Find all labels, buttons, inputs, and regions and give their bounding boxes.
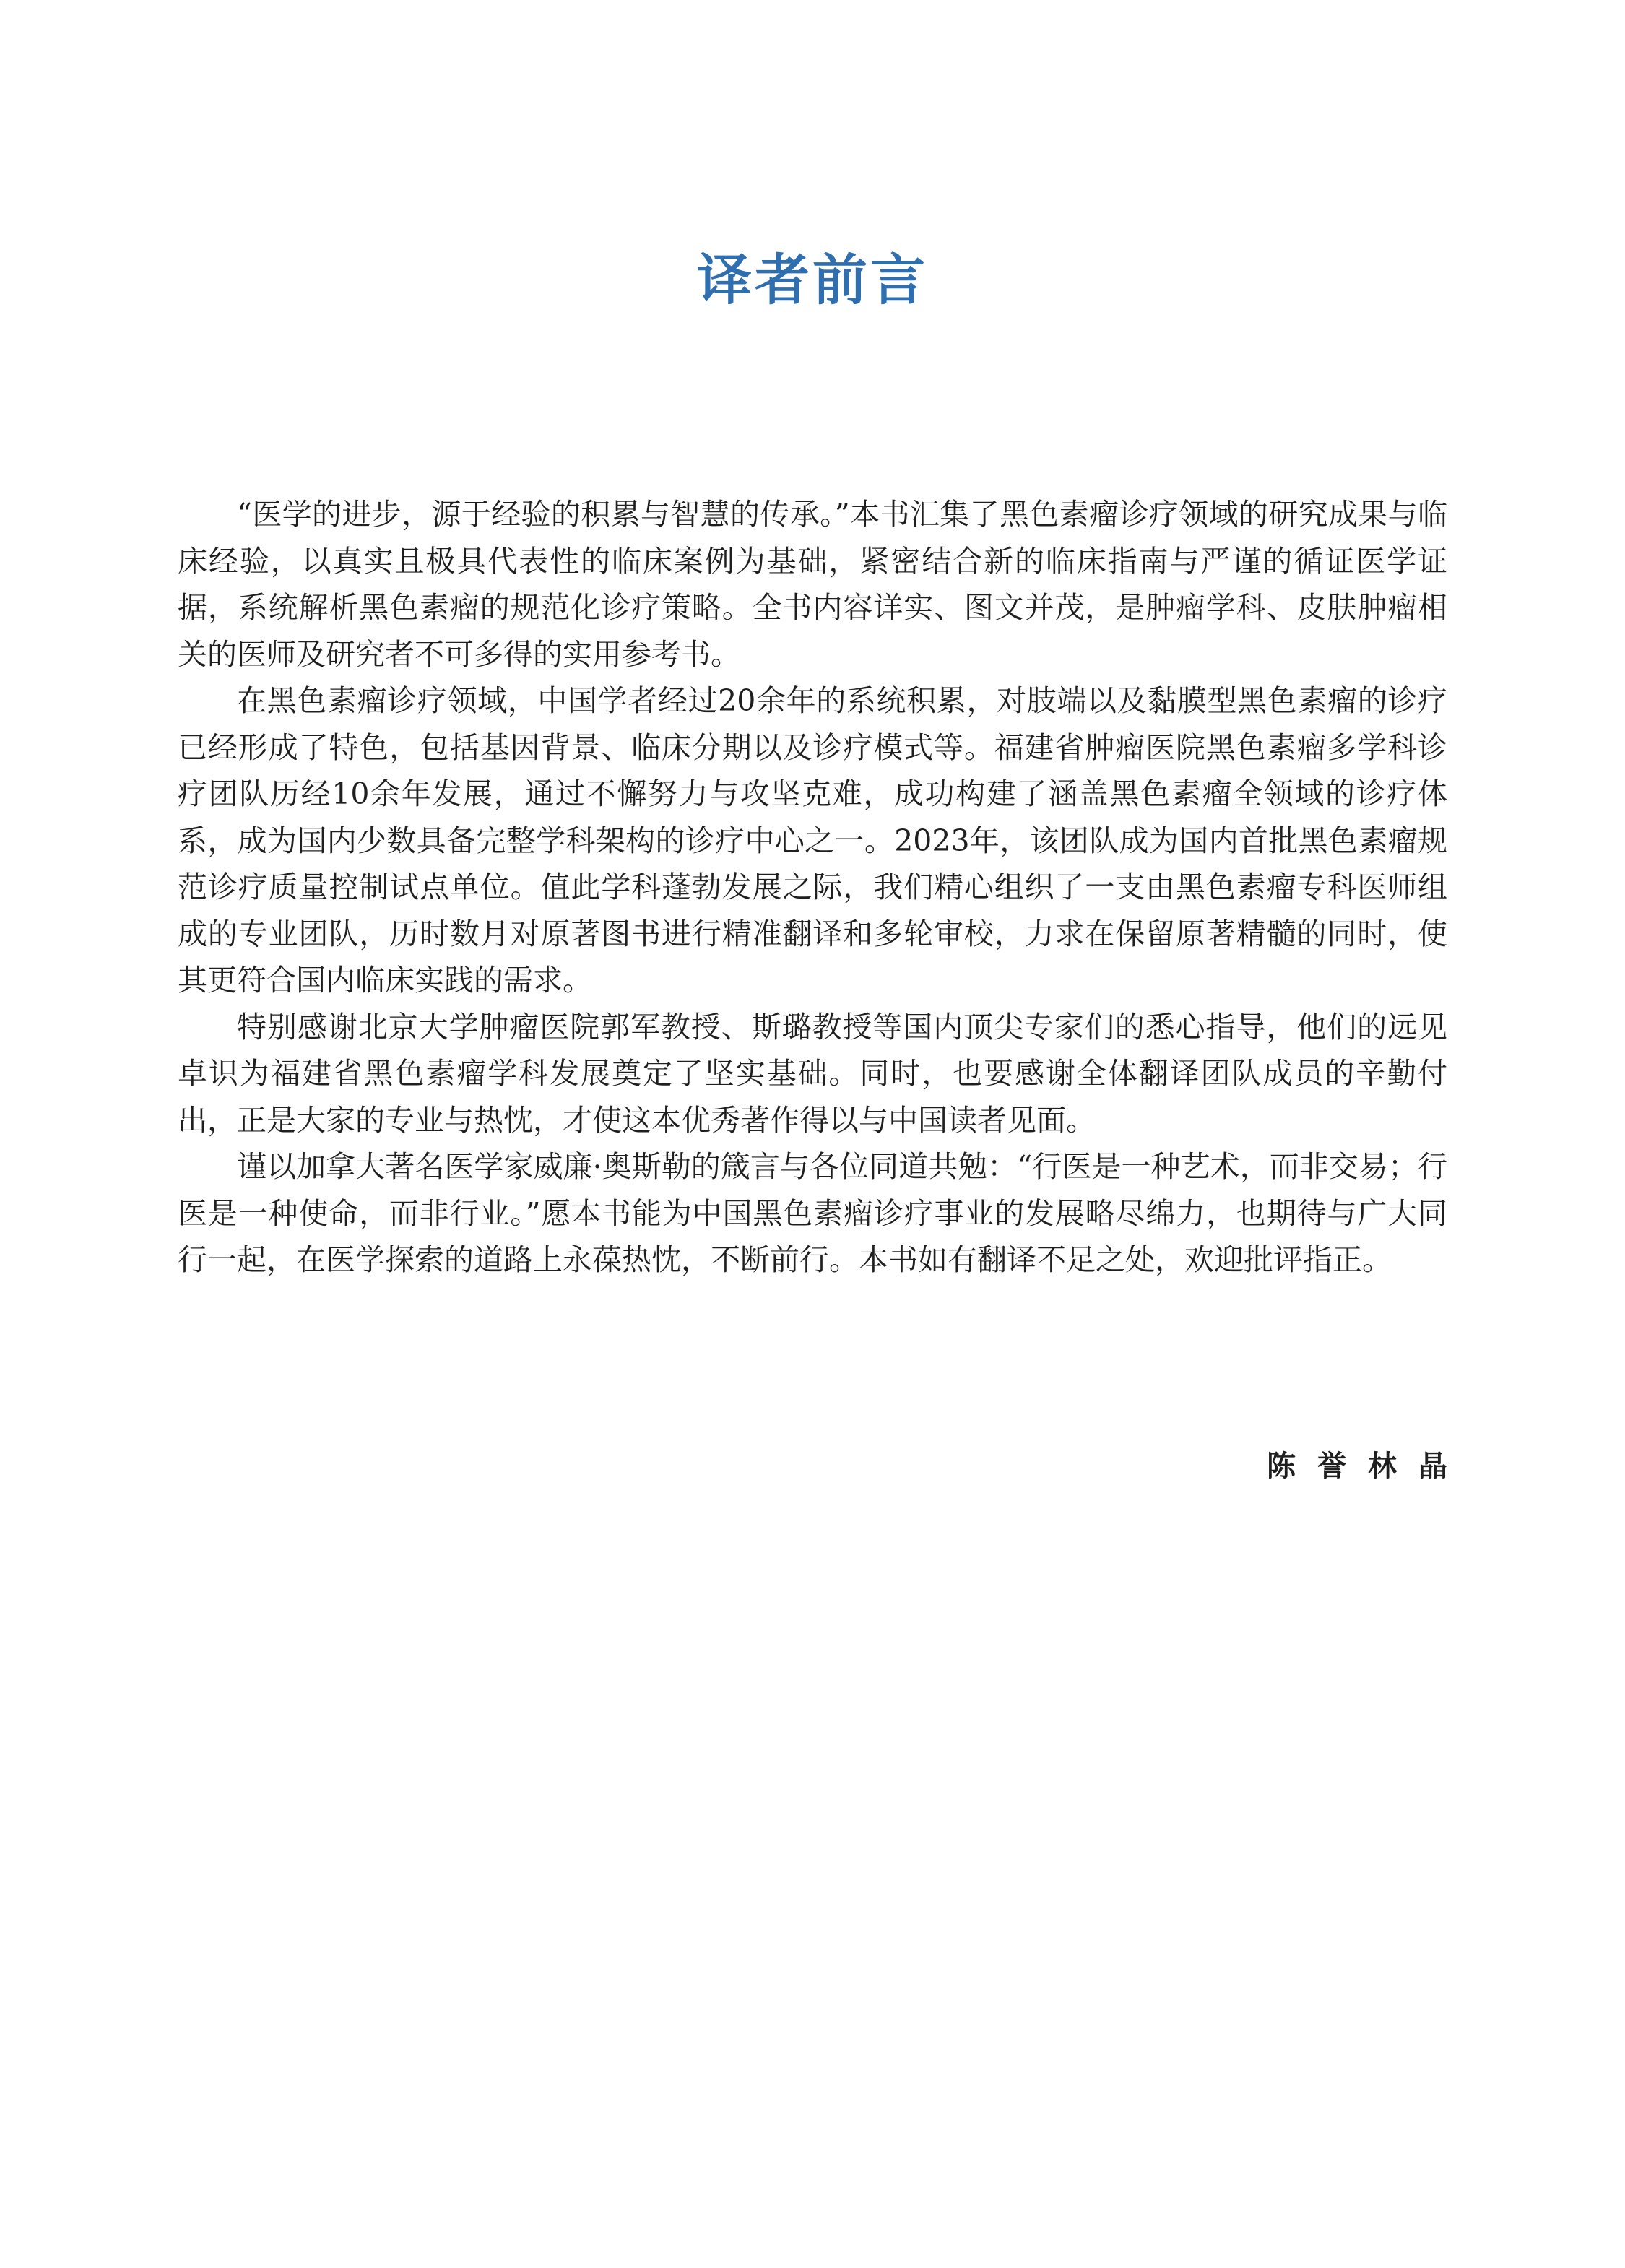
- page-title: 译者前言: [697, 248, 928, 312]
- paragraph-1: “医学的进步，源于经验的积累与智慧的传承。”本书汇集了黑色素瘤诊疗领域的研究成果与临床经验，以真实且极具代表性的临床案例为基础，紧密结合新的临床指南与严谨的循证医学证据，系统解析黑色素瘤的规范化诊疗策略。全书内容详实、图文并茂，是肿瘤学科、皮肤肿瘤相关的医师及研究者不可多得的实用参考书。: [178, 497, 1447, 672]
- paragraph-2: 在黑色素瘤诊疗领域，中国学者经过20余年的系统积累，对肢端以及黏膜型黑色素瘤的诊疗已经形成了特色，包括基因背景、临床分期以及诊疗模式等。福建省肿瘤医院黑色素瘤多学科诊疗团队历经10余年发展，通过不懈努力与攻坚克难，成功构建了涵盖黑色素瘤全领域的诊疗体系，成为国内少数具备完整学科架构的诊疗中心之一。2023年，该团队成为国内首批黑色素瘤规范诊疗质量控制试点单位。值此学科蓬勃发展之际，我们精心组织了一支由黑色素瘤专科医师组成的专业团队，历时数月对原著图书进行精准翻译和多轮审校，力求在保留原著精髓的同时，使其更符合国内临床实践的需求。: [178, 683, 1447, 997]
- paragraph-3: 特别感谢北京大学肿瘤医院郭军教授、斯璐教授等国内顶尖专家们的悉心指导，他们的远见卓识为福建省黑色素瘤学科发展奠定了坚实基础。同时，也要感谢全体翻译团队成员的辛勤付出，正是大家的专业与热忱，才使这本优秀著作得以与中国读者见面。: [178, 1009, 1447, 1138]
- preface-body: [178, 491, 1447, 1284]
- translator-signature: 陈誉林晶: [1267, 1450, 1469, 1483]
- paragraph-4: 谨以加拿大著名医学家威廉·奥斯勒的箴言与各位同道共勉：“行医是一种艺术，而非交易；行医是一种使命，而非行业。”愿本书能为中国黑色素瘤诊疗事业的发展略尽绵力，也期待与广大同行一起，在医学探索的道路上永葆热忱，不断前行。本书如有翻译不足之处，欢迎批评指正。: [178, 1149, 1447, 1277]
